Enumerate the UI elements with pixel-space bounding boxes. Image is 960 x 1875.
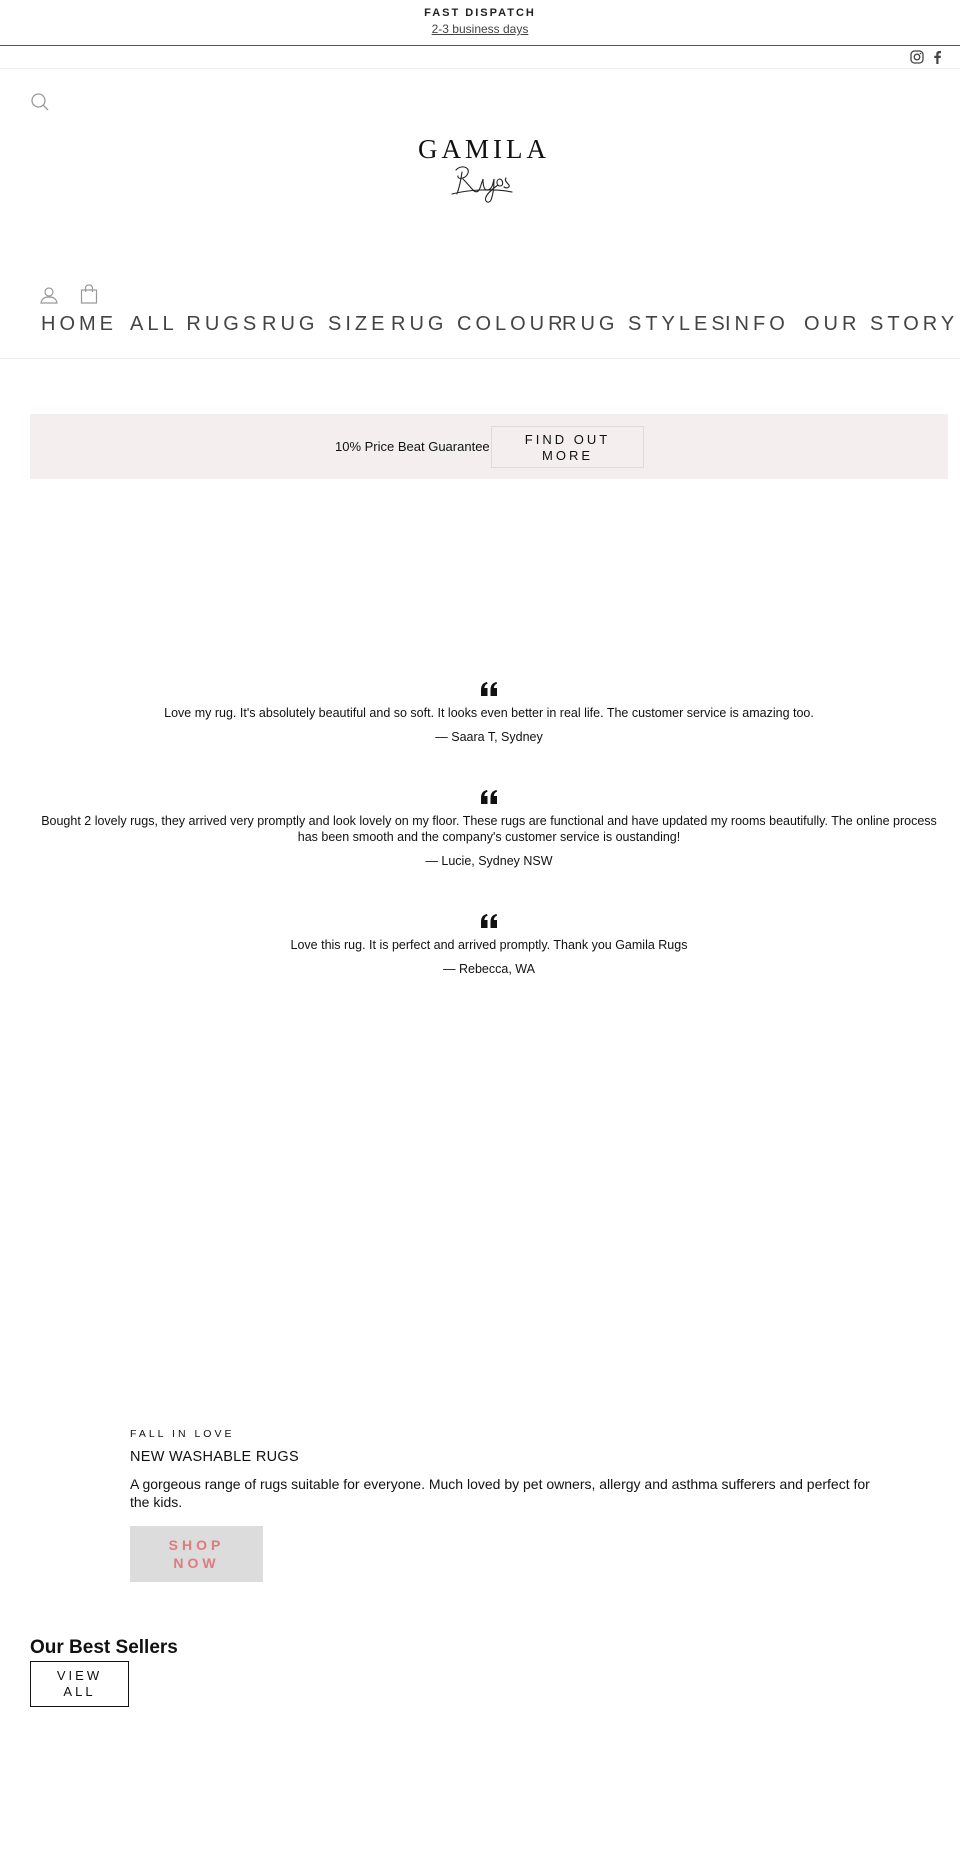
shop-now-button[interactable] [130, 1526, 263, 1582]
view-all-line2: ALL [63, 1684, 96, 1699]
testimonial-text: Love this rug. It is perfect and arrived promptly. Thank you Gamila Rugs [290, 938, 688, 952]
testimonial-text: Bought 2 lovely rugs, they arrived very promptly and look lovely on my floor. These rugs are functional and have updated my rooms beautifully. The online process has been smooth and the company's customer service is oustanding! [41, 814, 937, 844]
logo-script-rugs [442, 158, 526, 204]
nav-divider [0, 358, 960, 359]
cart-icon[interactable] [80, 284, 98, 304]
nav-item-info[interactable]: INFO [725, 313, 789, 335]
nav-item-our-story[interactable]: OUR STORY [804, 313, 959, 335]
nav-item-rug-styles[interactable]: RUG STYLES [562, 313, 729, 335]
best-sellers-title: Our Best Sellers [30, 1637, 178, 1658]
main-nav [0, 313, 960, 343]
nav-item-all-rugs[interactable]: ALL RUGS [130, 313, 261, 335]
price-beat-banner [30, 414, 948, 479]
testimonial [30, 682, 948, 744]
nav-item-home[interactable]: HOME [41, 313, 117, 335]
quote-icon [480, 682, 498, 696]
account-icon[interactable] [40, 286, 58, 304]
quote-icon [480, 914, 498, 928]
view-all-line1: VIEW [56, 1668, 103, 1683]
shop-now-line2: NOW [173, 1555, 220, 1571]
testimonial [30, 790, 948, 868]
shop-now-line1: SHOP [168, 1537, 225, 1553]
nav-item-rug-colour[interactable]: RUG COLOUR [391, 313, 567, 335]
testimonial-author: — Rebecca, WA [443, 962, 535, 976]
announcement-bar [0, 0, 960, 46]
testimonial-author: — Lucie, Sydney NSW [425, 854, 553, 868]
testimonial-author: — Saara T, Sydney [435, 730, 543, 744]
instagram-icon[interactable] [910, 50, 924, 64]
testimonial-text: Love my rug. It's absolutely beautiful and so soft. It looks even better in real life. The customer service is amazing too. [164, 706, 814, 720]
view-all-button[interactable] [30, 1661, 129, 1707]
facebook-icon[interactable] [932, 50, 942, 64]
announcement-title: FAST DISPATCH [424, 7, 536, 19]
washable-rugs-feature [130, 1428, 890, 1571]
testimonial [30, 914, 948, 976]
logo-wordmark: GAMILA [418, 134, 550, 164]
feature-description: A gorgeous range of rugs suitable for everyone. Much loved by pet owners, allergy and asthma sufferers and perfect for the kids. [130, 1476, 870, 1510]
feature-heading: NEW WASHABLE RUGS [130, 1449, 299, 1465]
nav-item-rug-size[interactable]: RUG SIZE [262, 313, 389, 335]
find-out-more-line2: MORE [542, 448, 593, 463]
find-out-more-button[interactable] [491, 426, 644, 468]
price-beat-text: 10% Price Beat Guarantee [335, 439, 490, 454]
social-bar [0, 47, 960, 69]
quote-icon [480, 790, 498, 804]
site-logo[interactable] [418, 134, 548, 204]
find-out-more-line1: FIND OUT [524, 432, 611, 447]
feature-eyebrow: FALL IN LOVE [130, 1428, 235, 1440]
search-icon[interactable] [30, 92, 50, 112]
announcement-link[interactable]: 2-3 business days [431, 22, 529, 36]
